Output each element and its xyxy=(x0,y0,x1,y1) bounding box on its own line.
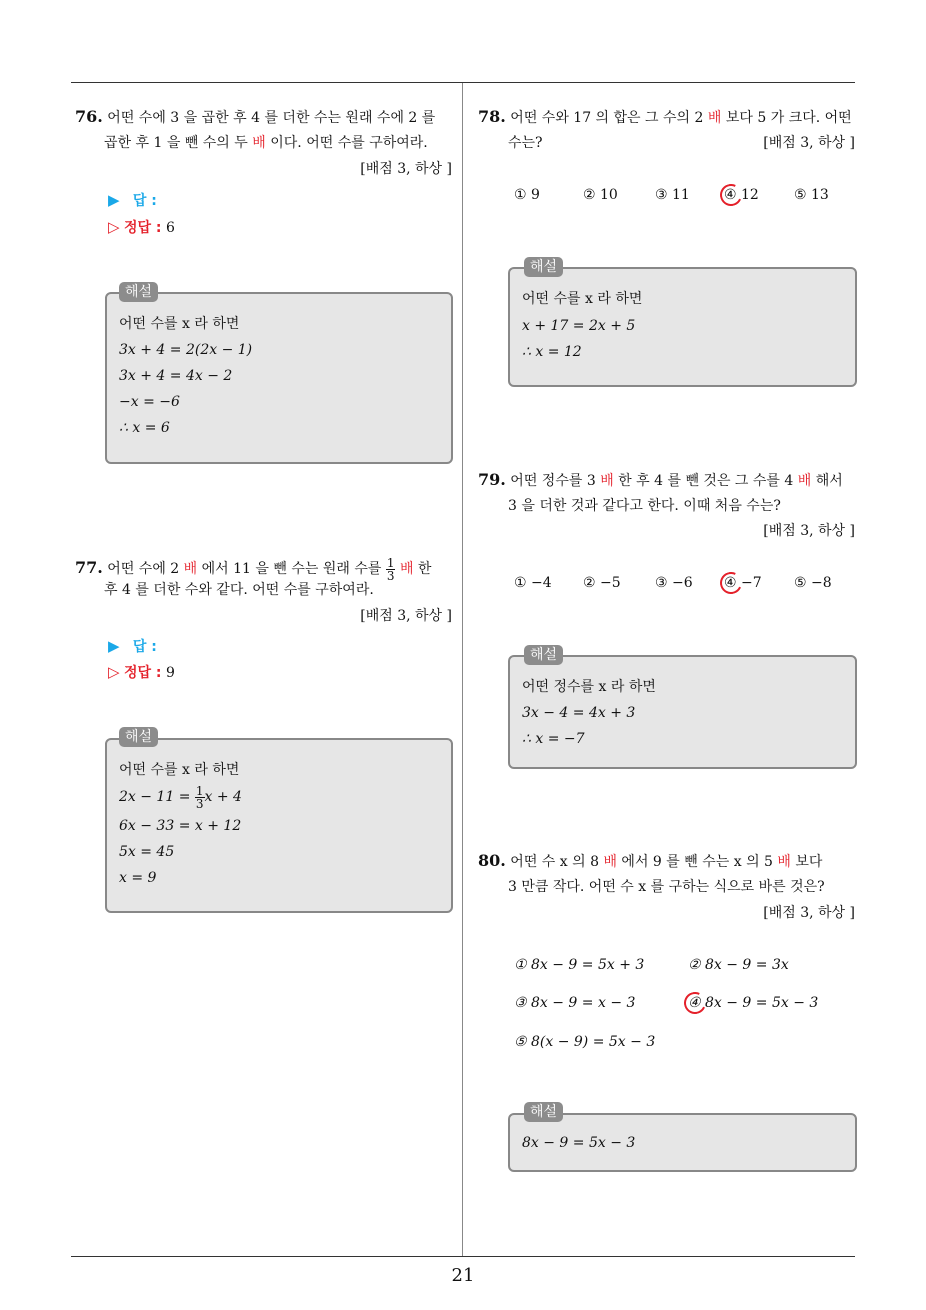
q78-text-1b: 보다 5 가 크다. 어떤 xyxy=(721,110,852,126)
q79-solution-tag: 해설 xyxy=(524,645,563,665)
q78-choice-2[interactable]: ② 10 xyxy=(583,187,618,203)
q79-choice-2[interactable]: ② −5 xyxy=(583,575,621,591)
q77-sol-eq-left: 2x − 11 = xyxy=(119,789,195,805)
q78-score: [배점 3, 하상 ] xyxy=(763,135,855,151)
q78-number: 78. xyxy=(478,107,506,126)
q77-sol-line: x = 9 xyxy=(119,870,157,886)
q80-text-1b: 에서 9 를 뺀 수는 x 의 5 xyxy=(616,854,778,870)
q80-solution-tag: 해설 xyxy=(524,1102,563,1122)
q77-text-1b: 에서 11 을 뺀 수는 원래 수를 xyxy=(197,561,386,577)
q76-correct-label: 정답 : xyxy=(124,220,162,236)
q77-sol-line: 6x − 33 = x + 12 xyxy=(119,818,242,834)
page-number: 21 xyxy=(451,1265,475,1286)
q77-fraction xyxy=(386,557,396,582)
q80-score: [배점 3, 하상 ] xyxy=(763,905,855,921)
q79-text-1a: 어떤 정수를 3 xyxy=(510,473,601,489)
frac-numerator: 1 xyxy=(195,783,204,798)
q79-choice-4[interactable]: ④ −7 xyxy=(724,575,762,591)
outline-arrow-icon: ▷ xyxy=(108,218,120,236)
q80-highlight: 배 xyxy=(603,854,617,870)
q77-correct-row xyxy=(108,662,175,683)
q77-sol-line xyxy=(119,784,242,810)
q78-line1 xyxy=(478,107,852,128)
q77-score: [배점 3, 하상 ] xyxy=(360,608,452,624)
q79-sol-line: ∴ x = −7 xyxy=(522,731,585,747)
q78-solution-tag: 해설 xyxy=(524,257,563,277)
q78-choice-1[interactable]: ① 9 xyxy=(514,187,540,203)
q78-choice-3[interactable]: ③ 11 xyxy=(655,187,690,203)
q77-correct-label: 정답 : xyxy=(124,665,162,681)
frac-denominator: 3 xyxy=(195,796,204,811)
q80-line2: 3 만큼 작다. 어떤 수 x 를 구하는 식으로 바른 것은? xyxy=(508,879,825,895)
q77-number: 77. xyxy=(75,558,103,577)
q80-choice-5[interactable]: ⑤ 8(x − 9) = 5x − 3 xyxy=(514,1034,656,1050)
q78-sol-line: 어떤 수를 x 라 하면 xyxy=(522,291,643,307)
q79-solution-box xyxy=(508,655,857,769)
q80-highlight: 배 xyxy=(777,854,791,870)
q76-text-2b: 이다. 어떤 수를 구하여라. xyxy=(265,135,428,151)
q76-line1 xyxy=(75,107,435,128)
q76-text-1: 어떤 수에 3 을 곱한 후 4 를 더한 수는 원래 수에 2 를 xyxy=(107,110,436,126)
top-rule xyxy=(71,82,855,83)
q79-text-1c: 해서 xyxy=(811,473,843,489)
q77-solution-box xyxy=(105,738,453,913)
q76-sol-line: 3x + 4 = 4x − 2 xyxy=(119,368,233,384)
outline-arrow-icon: ▷ xyxy=(108,663,120,681)
q77-sol-line: 5x = 45 xyxy=(119,844,175,860)
q76-highlight: 배 xyxy=(252,135,266,151)
q76-number: 76. xyxy=(75,107,103,126)
q80-choice-2[interactable]: ② 8x − 9 = 3x xyxy=(688,957,789,973)
q77-answer-row xyxy=(108,636,157,657)
q77-text-1c: 한 xyxy=(413,561,432,577)
q80-sol-line: 8x − 9 = 5x − 3 xyxy=(522,1135,636,1151)
q77-line1 xyxy=(75,556,431,582)
q79-score: [배점 3, 하상 ] xyxy=(763,523,855,539)
q80-number: 80. xyxy=(478,851,506,870)
q78-sol-line: ∴ x = 12 xyxy=(522,344,582,360)
bottom-rule xyxy=(71,1256,855,1257)
q79-highlight: 배 xyxy=(797,473,812,489)
q78-choice-4[interactable]: ④ 12 xyxy=(724,187,759,203)
q80-solution-box xyxy=(508,1113,857,1172)
q77-correct-value: 9 xyxy=(165,665,175,681)
q79-choice-1[interactable]: ① −4 xyxy=(514,575,552,591)
q79-number: 79. xyxy=(478,470,506,489)
q80-choice-1[interactable]: ① 8x − 9 = 5x + 3 xyxy=(514,957,645,973)
q77-sol-line: 어떤 수를 x 라 하면 xyxy=(119,762,240,778)
q78-sol-line: x + 17 = 2x + 5 xyxy=(522,318,636,334)
q77-answer-label: 답 : xyxy=(132,639,157,655)
q79-sol-line: 3x − 4 = 4x + 3 xyxy=(522,705,636,721)
q79-line2: 3 을 더한 것과 같다고 한다. 이때 처음 수는? xyxy=(508,498,781,514)
q79-choice-5[interactable]: ⑤ −8 xyxy=(794,575,832,591)
q76-line2 xyxy=(104,133,428,153)
q77-sol-fraction xyxy=(195,785,205,810)
q76-sol-line: 3x + 4 = 2(2x − 1) xyxy=(119,342,253,358)
q78-highlight: 배 xyxy=(707,110,722,126)
frac-numerator: 1 xyxy=(386,555,395,570)
q76-solution-box xyxy=(105,292,453,464)
q76-sol-line: −x = −6 xyxy=(119,394,180,410)
q80-text-1c: 보다 xyxy=(790,854,823,870)
q79-text-1b: 한 후 4 를 뺀 것은 그 수를 4 xyxy=(613,473,798,489)
q78-text-1a: 어떤 수와 17 의 합은 그 수의 2 xyxy=(510,110,708,126)
frac-denominator: 3 xyxy=(386,568,395,583)
q78-line2: 수는? xyxy=(508,135,543,151)
q79-highlight: 배 xyxy=(600,473,614,489)
q80-choice-3[interactable]: ③ 8x − 9 = x − 3 xyxy=(514,995,636,1011)
q80-text-1a: 어떤 수 x 의 8 xyxy=(510,854,604,870)
q76-text-2a: 곱한 후 1 을 뺀 수의 두 xyxy=(104,135,253,151)
column-divider xyxy=(462,83,463,1256)
q78-solution-box xyxy=(508,267,857,387)
q76-correct-value: 6 xyxy=(165,220,175,236)
play-arrow-icon: ▶ xyxy=(108,637,120,655)
q80-line1 xyxy=(478,851,822,872)
q77-solution-tag: 해설 xyxy=(119,727,158,747)
q76-sol-line: 어떤 수를 x 라 하면 xyxy=(119,316,240,332)
q76-score: [배점 3, 하상 ] xyxy=(360,161,452,177)
q76-solution-tag: 해설 xyxy=(119,282,158,302)
q79-choice-3[interactable]: ③ −6 xyxy=(655,575,693,591)
q76-answer-label: 답 : xyxy=(132,193,157,209)
q76-correct-row xyxy=(108,217,175,238)
q78-choice-5[interactable]: ⑤ 13 xyxy=(794,187,829,203)
q77-text-1a: 어떤 수에 2 xyxy=(107,561,184,577)
q77-highlight: 배 xyxy=(183,561,198,577)
q79-line1 xyxy=(478,470,843,491)
q76-sol-line: ∴ x = 6 xyxy=(119,420,170,436)
q79-sol-line: 어떤 정수를 x 라 하면 xyxy=(522,679,656,695)
play-arrow-icon: ▶ xyxy=(108,191,120,209)
q77-highlight: 배 xyxy=(399,561,414,577)
q80-choice-4[interactable]: ④ 8x − 9 = 5x − 3 xyxy=(688,995,819,1011)
q77-sol-eq-right: x + 4 xyxy=(204,789,242,805)
q77-line2: 후 4 를 더한 수와 같다. 어떤 수를 구하여라. xyxy=(104,582,374,598)
q76-answer-row xyxy=(108,190,157,211)
